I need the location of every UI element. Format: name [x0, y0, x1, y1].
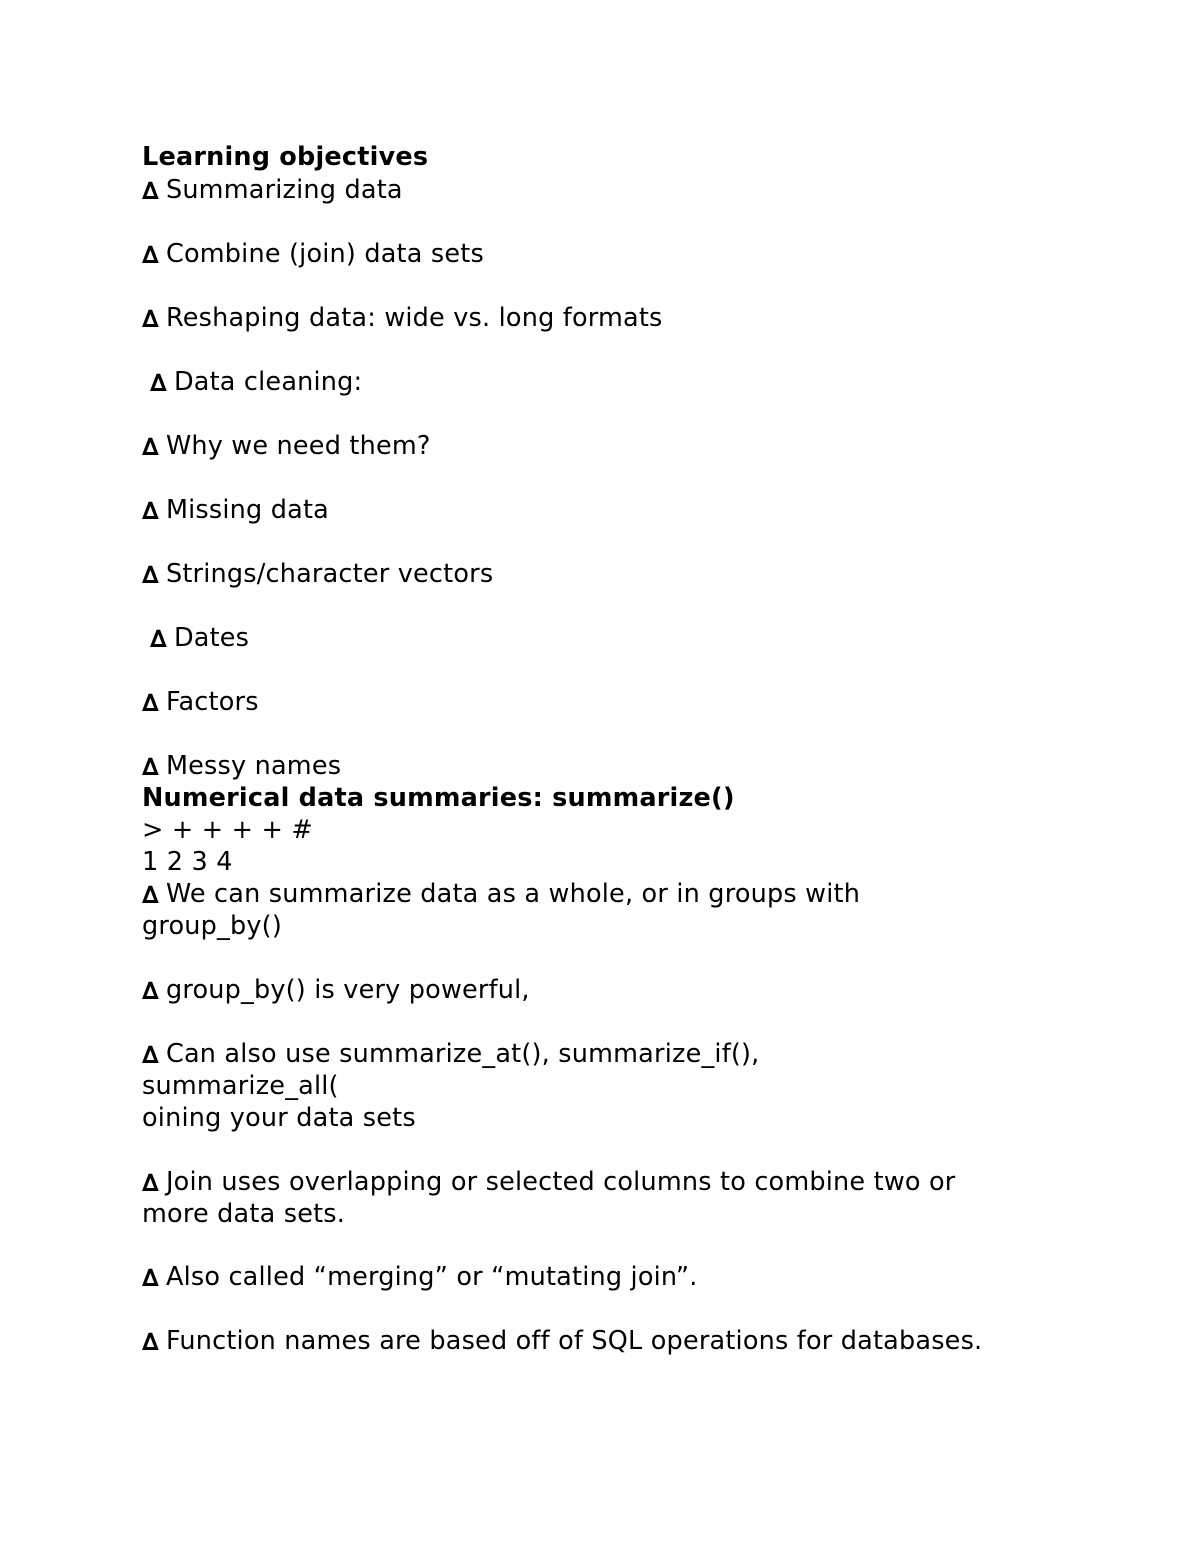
delta-bullet-icon: ∆ [142, 433, 159, 461]
summary-item: ∆ Can also use summarize_at(), summarize_if(), [142, 1039, 760, 1069]
summary-item: ∆ We can summarize data as a whole, or in groups with [142, 879, 861, 909]
delta-bullet-icon: ∆ [142, 561, 159, 589]
delta-bullet-icon: ∆ [142, 1264, 159, 1292]
objective-item: ∆ Why we need them? [142, 431, 431, 461]
objective-item: ∆ Dates [150, 623, 250, 653]
heading-learning-objectives: Learning objectives [142, 142, 429, 172]
delta-bullet-icon: ∆ [142, 977, 159, 1005]
delta-bullet-icon: ∆ [142, 881, 159, 909]
code-line-numbers: 1 2 3 4 [142, 847, 233, 877]
joining-heading-line: oining your data sets [142, 1103, 416, 1133]
join-item: ∆ Also called “merging” or “mutating join”. [142, 1262, 698, 1292]
code-prompt-line: > + + + + # [142, 815, 313, 845]
delta-bullet-icon: ∆ [142, 1328, 159, 1356]
summary-item-continuation: summarize_all( [142, 1071, 339, 1101]
delta-bullet-icon: ∆ [150, 625, 167, 653]
delta-bullet-icon: ∆ [142, 305, 159, 333]
delta-bullet-icon: ∆ [142, 241, 159, 269]
objective-item: ∆ Data cleaning: [150, 367, 363, 397]
delta-bullet-icon: ∆ [150, 369, 167, 397]
summary-item: ∆ group_by() is very powerful, [142, 975, 530, 1005]
delta-bullet-icon: ∆ [142, 497, 159, 525]
join-item: ∆ Join uses overlapping or selected columns to combine two or [142, 1167, 956, 1197]
objective-item: ∆ Missing data [142, 495, 329, 525]
objective-item: ∆ Combine (join) data sets [142, 239, 484, 269]
objective-item: ∆ Messy names [142, 751, 342, 781]
delta-bullet-icon: ∆ [142, 1169, 159, 1197]
heading-numerical-summaries: Numerical data summaries: summarize() [142, 783, 735, 813]
delta-bullet-icon: ∆ [142, 753, 159, 781]
join-item-continuation: more data sets. [142, 1199, 346, 1229]
objective-item: ∆ Factors [142, 687, 259, 717]
join-item: ∆ Function names are based off of SQL operations for databases. [142, 1326, 983, 1356]
summary-item-continuation: group_by() [142, 911, 282, 941]
objective-item: ∆ Summarizing data [142, 175, 403, 205]
delta-bullet-icon: ∆ [142, 177, 159, 205]
delta-bullet-icon: ∆ [142, 689, 159, 717]
delta-bullet-icon: ∆ [142, 1041, 159, 1069]
objective-item: ∆ Strings/character vectors [142, 559, 494, 589]
objective-item: ∆ Reshaping data: wide vs. long formats [142, 303, 663, 333]
